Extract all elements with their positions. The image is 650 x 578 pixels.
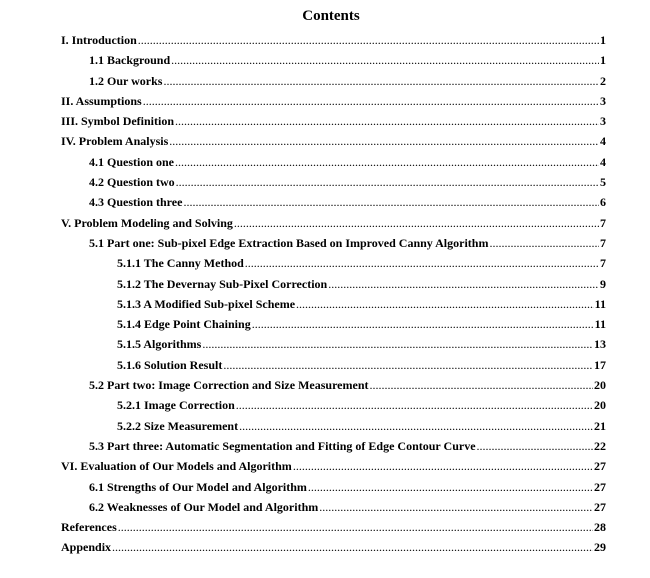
toc-dot-leader [143,91,599,111]
toc-entry-label: 5.2.2 Size Measurement [117,418,239,433]
toc-entry-page-number: 27 [594,499,606,514]
toc-dot-leader [183,192,599,212]
toc-entry-label: 5.1.6 Solution Result [117,357,223,372]
toc-entry-label: IV. Problem Analysis [61,134,169,149]
toc-entry[interactable] [0,172,650,192]
toc-dot-leader [252,314,594,334]
toc-dot-leader [169,131,599,151]
toc-entry[interactable] [0,111,650,131]
toc-entry[interactable] [0,314,650,334]
toc-entry[interactable] [0,71,650,91]
toc-entry-page-number: 7 [600,235,606,250]
toc-entry-label: Appendix [61,540,112,555]
toc-entry-page-number: 3 [600,93,606,108]
toc-entry-label: 4.1 Question one [89,154,175,169]
toc-entry-label: 5.1.4 Edge Point Chaining [117,317,251,332]
toc-entry[interactable] [0,91,650,111]
toc-dot-leader [234,213,599,233]
toc-entry-label: 1.1 Background [89,53,171,68]
toc-entry-page-number: 28 [594,520,606,535]
toc-dot-leader [163,71,599,91]
toc-entry[interactable] [0,233,650,253]
toc-dot-leader [223,355,593,375]
toc-entry[interactable] [0,334,650,354]
toc-entry-page-number: 1 [600,53,606,68]
toc-entry-label: I. Introduction [61,33,137,47]
toc-entry[interactable] [0,416,650,436]
toc-entry[interactable] [0,355,650,375]
toc-entry-page-number: 4 [600,134,606,149]
toc-entry[interactable] [0,274,650,294]
toc-entry-label: III. Symbol Definition [61,114,175,129]
toc-entry-page-number: 20 [594,398,606,413]
toc-entry-page-number: 1 [600,33,606,47]
toc-entry[interactable] [0,131,650,151]
toc-list [0,30,650,558]
toc-entry-page-number: 13 [594,337,606,352]
toc-entry[interactable] [0,456,650,476]
toc-entry-label: II. Assumptions [61,93,142,108]
toc-dot-leader [293,456,593,476]
toc-entry-label: V. Problem Modeling and Solving [61,215,233,230]
toc-entry-page-number: 4 [600,154,606,169]
toc-dot-leader [236,395,593,415]
toc-dot-leader [328,274,599,294]
toc-dot-leader [477,436,593,456]
toc-entry-page-number: 9 [600,276,606,291]
toc-dot-leader [319,497,593,517]
toc-entry-page-number: 11 [594,317,606,332]
toc-entry[interactable] [0,294,650,314]
toc-dot-leader [175,152,599,172]
toc-entry-page-number: 11 [594,296,606,311]
toc-entry-page-number: 7 [600,256,606,271]
toc-entry-label: 5.1.3 A Modified Sub-pixel Scheme [117,296,296,311]
toc-entry-page-number: 27 [594,479,606,494]
toc-entry-label: 4.2 Question two [89,175,175,190]
toc-dot-leader [118,517,593,537]
toc-entry-label: 5.1 Part one: Sub-pixel Edge Extraction Based on Improved Canny Algorithm [89,235,489,250]
toc-entry-page-number: 29 [594,540,606,555]
toc-entry-page-number: 17 [594,357,606,372]
toc-entry-label: 5.2 Part two: Image Correction and Size Measurement [89,378,369,393]
toc-entry-page-number: 20 [594,378,606,393]
toc-dot-leader [489,233,599,253]
toc-entry[interactable] [0,192,650,212]
toc-entry-label: 1.2 Our works [89,73,163,88]
toc-entry-label: 5.1.2 The Devernay Sub-Pixel Correction [117,276,328,291]
toc-entry-page-number: 2 [600,73,606,88]
toc-entry-page-number: 5 [600,175,606,190]
toc-dot-leader [239,416,593,436]
toc-entry[interactable] [0,436,650,456]
toc-entry-label: References [61,520,117,535]
toc-entry-label: 4.3 Question three [89,195,183,210]
toc-entry-page-number: 22 [594,438,606,453]
toc-dot-leader [171,50,599,70]
toc-entry-label: 6.2 Weaknesses of Our Model and Algorithm [89,499,319,514]
toc-entry-label: 5.1.5 Algorithms [117,337,202,352]
toc-entry-page-number: 6 [600,195,606,210]
toc-dot-leader [112,537,593,557]
toc-dot-leader [138,30,599,50]
toc-dot-leader [176,172,599,192]
toc-entry-label: 5.2.1 Image Correction [117,398,235,413]
toc-entry-page-number: 27 [594,459,606,474]
toc-entry-page-number: 7 [600,215,606,230]
toc-entry[interactable] [0,213,650,233]
toc-entry[interactable] [0,30,650,50]
toc-entry[interactable] [0,497,650,517]
toc-entry-label: VI. Evaluation of Our Models and Algorithm [61,459,292,474]
toc-entry[interactable] [0,477,650,497]
toc-entry-label: 5.1.1 The Canny Method [117,256,244,271]
toc-entry[interactable] [0,50,650,70]
toc-entry[interactable] [0,517,650,537]
toc-dot-leader [175,111,599,131]
toc-entry[interactable] [0,395,650,415]
toc-entry-page-number: 3 [600,114,606,129]
toc-title: Contents [302,8,360,24]
toc-entry[interactable] [0,375,650,395]
toc-entry[interactable] [0,537,650,557]
toc-dot-leader [308,477,593,497]
toc-entry[interactable] [0,152,650,172]
toc-entry[interactable] [0,253,650,273]
toc-entry-page-number: 21 [594,418,606,433]
toc-entry-label: 6.1 Strengths of Our Model and Algorithm [89,479,307,494]
toc-dot-leader [202,334,593,354]
toc-dot-leader [245,253,599,273]
toc-dot-leader [370,375,594,395]
toc-dot-leader [296,294,594,314]
toc-entry-label: 5.3 Part three: Automatic Segmentation and Fitting of Edge Contour Curve [89,438,476,453]
